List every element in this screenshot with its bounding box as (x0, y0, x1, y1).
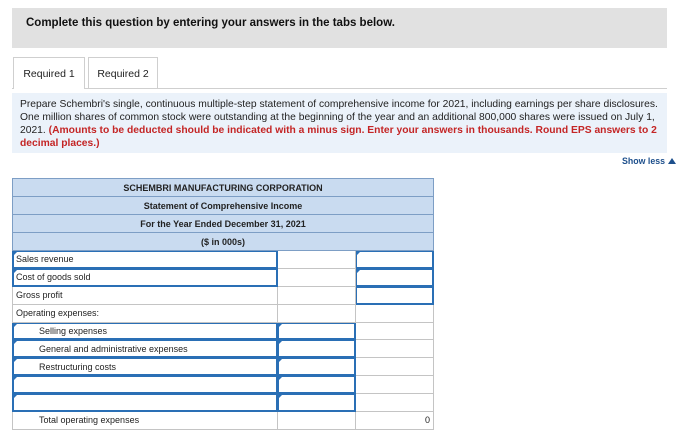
amount-cell (356, 358, 434, 376)
tab-label: Required 1 (23, 68, 75, 80)
amount-input[interactable] (356, 268, 434, 286)
row-label-input[interactable] (13, 394, 278, 412)
amount-cell (278, 304, 356, 322)
row-label: Gross profit (13, 286, 278, 304)
amount-cell (278, 286, 356, 304)
table-row (13, 358, 434, 376)
amount-cell (356, 376, 434, 394)
amount-cell (356, 340, 434, 358)
row-label-input[interactable]: Restructuring costs (13, 358, 278, 376)
banner-text: Complete this question by entering your answers in the tabs below. (26, 17, 395, 29)
amount-input[interactable] (356, 286, 434, 304)
table-row (13, 394, 434, 412)
amount-cell (356, 304, 434, 322)
row-label-input[interactable]: Selling expenses (13, 322, 278, 340)
row-label-input[interactable] (13, 376, 278, 394)
table-row (13, 322, 434, 340)
statement-header-row (13, 197, 434, 215)
amount-input[interactable] (278, 358, 356, 376)
table-row (13, 340, 434, 358)
statement-header-row (13, 233, 434, 251)
amount-cell (356, 322, 434, 340)
row-label: Operating expenses: (13, 304, 278, 322)
amount-cell (278, 251, 356, 269)
company-name: SCHEMBRI MANUFACTURING CORPORATION (13, 179, 434, 197)
show-less-link[interactable] (622, 156, 676, 166)
amount-cell (278, 412, 356, 430)
amount-input[interactable] (278, 394, 356, 412)
triangle-up-icon (668, 158, 676, 164)
instructions-text: Prepare Schembri's single, continuous multiple-step statement of comprehensive income for 2021, including earnings per share disclosures. One million shares of common stock were outstanding at the beginning of the year and an additional 800,000 shares were issued on July 1, 2021. (20, 99, 658, 136)
amount-cell (356, 394, 434, 412)
amount-input[interactable] (278, 340, 356, 358)
statement-units: ($ in 000s) (13, 233, 434, 251)
table-row (13, 304, 434, 322)
row-label-input[interactable]: Cost of goods sold (13, 268, 278, 286)
instructions-panel (12, 93, 667, 153)
amount-input[interactable] (278, 376, 356, 394)
statement-header-row (13, 179, 434, 197)
table-row (13, 376, 434, 394)
tab-required-2[interactable] (88, 57, 158, 89)
table-row (13, 286, 434, 304)
amount-input[interactable] (278, 322, 356, 340)
statement-period: For the Year Ended December 31, 2021 (13, 215, 434, 233)
row-label: Total operating expenses (13, 412, 278, 430)
table-row (13, 268, 434, 286)
show-less-label: Show less (621, 156, 665, 166)
statement-header-row (13, 215, 434, 233)
amount-input[interactable] (356, 251, 434, 269)
instructions-note: (Amounts to be deducted should be indicated with a minus sign. Enter your answers in thousands. Round EPS answers to 2 decimal places.) (20, 125, 657, 149)
row-label-input[interactable]: General and administrative expenses (13, 340, 278, 358)
question-banner (12, 8, 667, 48)
tab-required-1[interactable] (13, 57, 85, 89)
tab-label: Required 2 (97, 68, 149, 80)
tab-divider (12, 88, 667, 89)
amount-cell (278, 268, 356, 286)
statement-title: Statement of Comprehensive Income (13, 197, 434, 215)
income-statement-table (12, 178, 434, 430)
table-row (13, 412, 434, 430)
total-value: 0 (356, 412, 434, 430)
table-row (13, 251, 434, 269)
row-label-input[interactable]: Sales revenue (13, 251, 278, 269)
